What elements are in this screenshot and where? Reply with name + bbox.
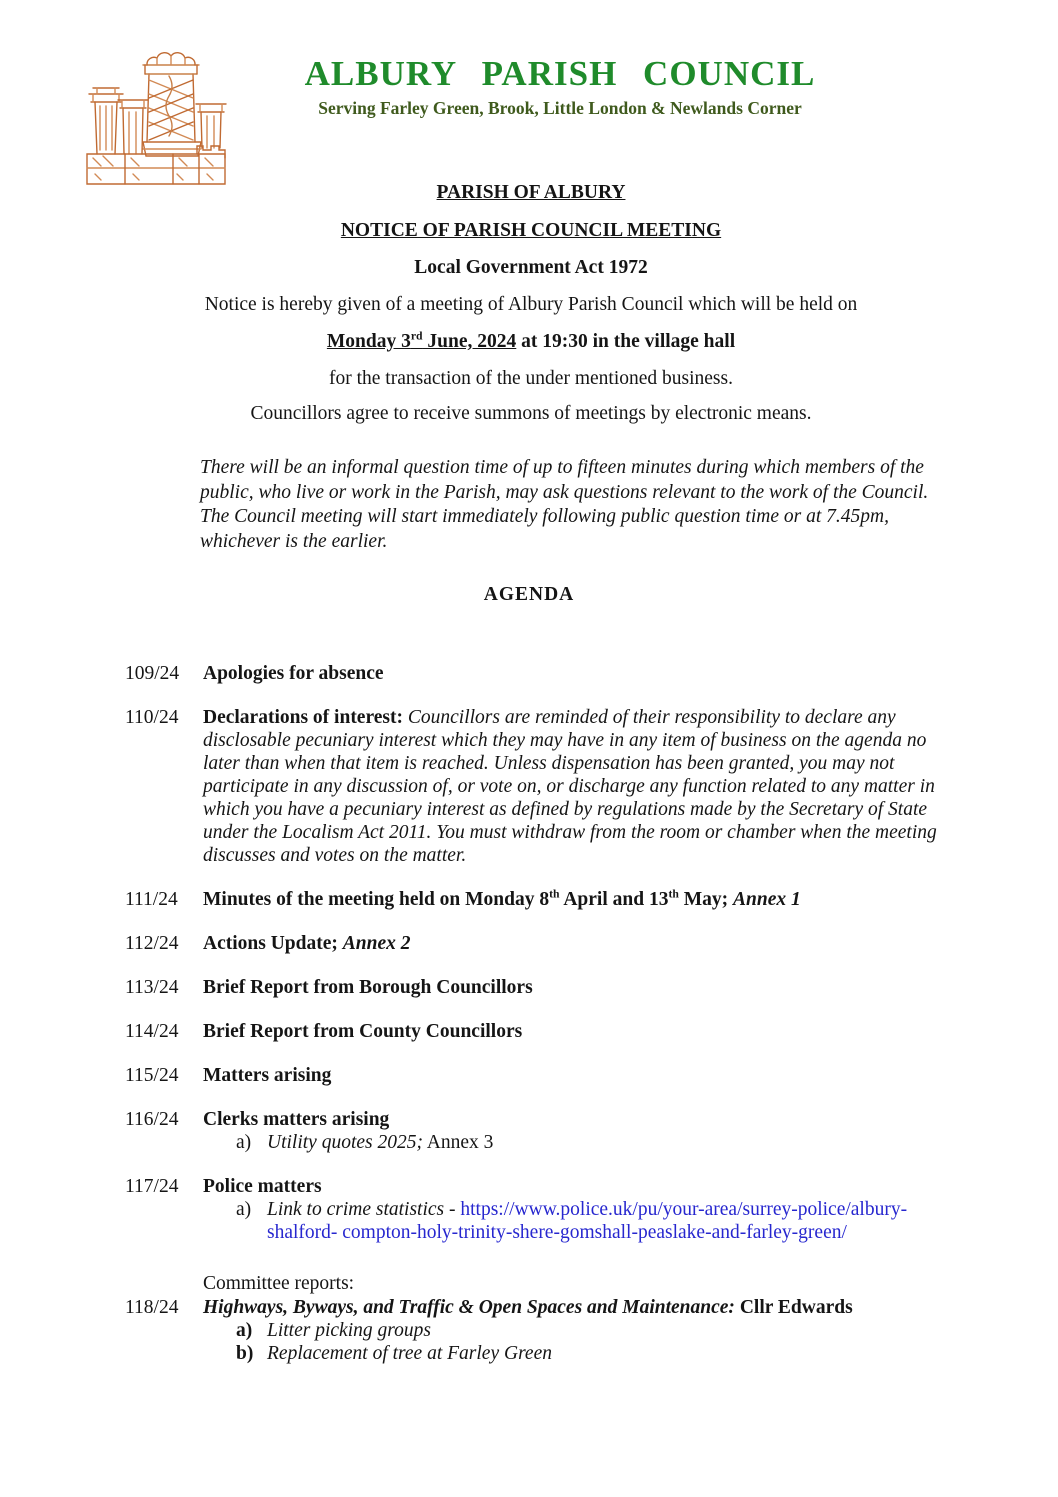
public-question-time-paragraph: There will be an informal question time of up to fifteen minutes during which members of the public, who live or work in the Parish, may ask questions relevant to the work of the Council. The Council meeting will start immediately following public question time or at 7.45pm, whichever is the earlier. — [200, 457, 929, 552]
agenda-item-111 — [125, 888, 940, 911]
agenda-item-number: 114/24 — [125, 1021, 179, 1042]
subitem-label: a) — [236, 1320, 253, 1341]
agenda-item-number: 112/24 — [125, 933, 179, 954]
highways-committee-title: Highways, Byways, and Traffic & Open Spaces and Maintenance: — [203, 1297, 740, 1318]
agenda-item-110 — [125, 706, 940, 867]
agenda-item-number: 117/24 — [125, 1176, 179, 1197]
agenda-item-title: Brief Report from Borough Councillors — [203, 977, 533, 998]
date-ordinal-suffix: th — [668, 887, 679, 901]
notice-intro-text: Notice is hereby given of a meeting of Albury Parish Council which will be held on — [204, 294, 858, 315]
minutes-text: May; — [678, 889, 734, 910]
crime-statistics-text: Link to crime statistics — [267, 1199, 445, 1220]
dash-separator: - — [444, 1199, 461, 1220]
agenda-subitem — [203, 1342, 940, 1365]
agenda-item-title — [203, 1297, 853, 1318]
council-subtitle: Serving Farley Green, Brook, Little London & Newlands Corner — [318, 98, 802, 118]
agenda-item-title: Apologies for absence — [203, 663, 384, 684]
meeting-date-line — [125, 331, 937, 352]
agenda-item-number: 116/24 — [125, 1109, 179, 1130]
date-ordinal-suffix: th — [549, 887, 560, 901]
agenda-item-number — [125, 1272, 203, 1295]
agenda-heading: AGENDA — [483, 584, 575, 605]
subitem-label: a) — [236, 1199, 252, 1220]
notice-intro-line — [125, 294, 937, 315]
minutes-text: April and 13 — [559, 889, 669, 910]
subitem-label: a) — [236, 1132, 252, 1153]
agenda-item-number: 110/24 — [125, 707, 179, 728]
date-ordinal-suffix: rd — [410, 329, 423, 343]
committee-reports-label-row — [125, 1272, 940, 1295]
summons-line: Councillors agree to receive summons of meetings by electronic means. — [250, 403, 812, 424]
agenda-item-112 — [125, 932, 940, 955]
agenda-subitem — [203, 1198, 940, 1244]
agenda-item-title: Brief Report from County Councillors — [203, 1021, 523, 1042]
agenda-item-number: 118/24 — [125, 1297, 179, 1318]
agenda-item-number: 113/24 — [125, 977, 179, 998]
agenda-item-115 — [125, 1064, 940, 1087]
agenda-item-118 — [125, 1296, 940, 1365]
minutes-text: Minutes of the meeting held on Monday 8 — [203, 889, 550, 910]
heading-local-government-act: Local Government Act 1972 — [414, 257, 648, 278]
agenda-item-109 — [125, 662, 940, 685]
agenda-item-title: Clerks matters arising — [203, 1109, 390, 1130]
agenda-item-title: Police matters — [203, 1176, 322, 1197]
notice-block — [125, 182, 937, 424]
annex-reference: Annex 2 — [342, 933, 411, 954]
agenda-item-113 — [125, 976, 940, 999]
council-title: ALBURY PARISH COUNCIL — [304, 54, 816, 93]
annex-reference: Annex 1 — [733, 889, 801, 910]
agenda-item-number: 109/24 — [125, 663, 180, 684]
meeting-time-venue: at 19:30 in the village hall — [516, 331, 736, 352]
heading-parish-of-albury: PARISH OF ALBURY — [436, 182, 626, 203]
agenda-item-117 — [125, 1175, 940, 1244]
subitem-label: b) — [236, 1343, 254, 1364]
agenda-list — [125, 662, 940, 1365]
agenda-subitem — [203, 1319, 940, 1342]
heading-notice-of-meeting: NOTICE OF PARISH COUNCIL MEETING — [340, 220, 722, 241]
agenda-item-number: 111/24 — [125, 889, 178, 910]
crime-statistics-link[interactable]: https://www.police.uk/pu/your-area/surrey-police/albury-shalford- compton-holy-trinity-shere-gomshall-peaslake-and-farley-green/ — [267, 1199, 908, 1243]
declarations-body-text: Councillors are reminded of their responsibility to declare any disclosable pecuniary interest which they may have in any item of business on the agenda no later than when that item is reached. Unless dispensation has been granted, you may not participate in any discussion of, or vote on, or discharge any function related to any matter in which you have a pecuniary interest as defined by regulations made by the Secretary of State under the Localism Act 2011. You must withdraw from the room or chamber when the meeting discusses and votes on the matter. — [203, 707, 937, 866]
agenda-item-title — [203, 933, 410, 954]
utility-quotes-text: Utility quotes 2025; — [267, 1132, 423, 1153]
agenda-item-title — [203, 889, 801, 910]
meeting-date: Monday 3 — [326, 331, 411, 352]
councillor-name: Cllr Edwards — [739, 1297, 853, 1318]
agenda-item-114 — [125, 1020, 940, 1043]
actions-update-text: Actions Update; — [203, 933, 343, 954]
meeting-date-tail: June, 2024 — [422, 331, 517, 352]
litter-picking-text: Litter picking groups — [267, 1320, 431, 1341]
document-header — [170, 0, 950, 118]
agenda-item-number: 115/24 — [125, 1065, 179, 1086]
albury-chimneys-logo — [73, 50, 238, 190]
agenda-subitem — [203, 1131, 940, 1154]
tree-replacement-text: Replacement of tree at Farley Green — [267, 1343, 552, 1364]
agenda-item-116 — [125, 1108, 940, 1154]
agenda-item-title: Declarations of interest: — [203, 707, 408, 728]
annex-reference: Annex 3 — [422, 1132, 494, 1153]
committee-reports-label: Committee reports: — [203, 1273, 355, 1294]
agenda-item-title: Matters arising — [203, 1065, 332, 1086]
transaction-line: for the transaction of the under mentioned business. — [329, 368, 733, 389]
